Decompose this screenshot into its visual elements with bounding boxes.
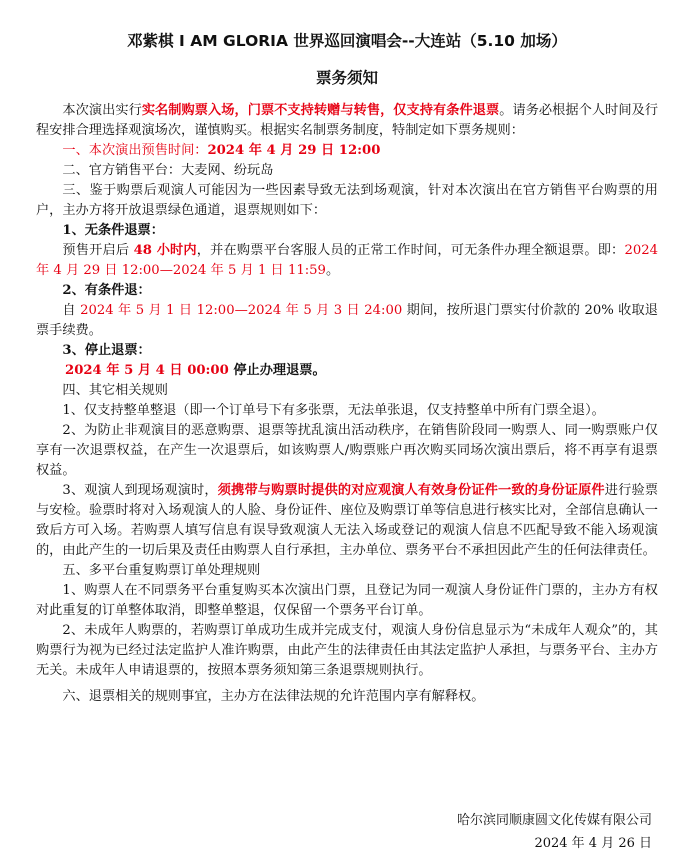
- rule-conditional-heading: 2、有条件退：: [62, 283, 151, 298]
- issue-date: 2024 年 4 月 26 日: [534, 836, 652, 851]
- presale-value: 2024 年 4 月 29 日 12:00: [207, 143, 381, 158]
- rule-conditional-text: [36, 301, 658, 341]
- rule2-text-a: 自: [62, 303, 81, 318]
- intro-highlight: 实名制购票入场，门票不支持转赠与转售，仅支持有条件退票: [141, 103, 500, 118]
- issuer-company: 哈尔滨同顺康圆文化传媒有限公司: [456, 813, 652, 828]
- rule1-48h: 48 小时内: [133, 243, 197, 258]
- rule3-id-requirement: 须携带与购票时提供的对应观演人有效身份证件一致的身份证原件: [217, 483, 605, 498]
- other-rule-1: 1、仅支持整单整退（即一个订单号下有多张票，无法单张退，仅支持整单中所有门票全退）。: [62, 403, 605, 418]
- stop-date: 2024 年 5 月 4 日 00:00: [65, 363, 229, 378]
- rule3-text-a: 3、观演人到现场观演时，: [62, 483, 218, 498]
- section-official-platforms: 二、官方销售平台：大麦网、纷玩岛: [62, 163, 274, 178]
- stop-text: 停止办理退票。: [228, 363, 326, 378]
- section-presale-time: [36, 141, 658, 161]
- rule3-text-c: 进行验票与安检。验票时将对入场观演人的人脸、身份证件、座位及购票订单等信息进行核实比对，全部信息确认一致后方可入场。若购票人填写信息有误导致观演人无法入场或登记的观演人信息不匹配导致不能入场观演的，由此产生的一切后果及责任由购票人自行承担，主办单位、票务平台不承担因此产生的任何法律责任。: [36, 483, 659, 558]
- rule-stop-heading: 3、停止退票：: [62, 343, 151, 358]
- section-refund-channel: 三、鉴于购票后观演人可能因为一些因素导致无法到场观演，针对本次演出在官方销售平台购票的用户，主办方将开放退票绿色通道，退票规则如下：: [36, 183, 658, 218]
- notice-body: [36, 101, 658, 707]
- other-rule-3: [36, 481, 658, 561]
- rule1-text-c: ，并在购票平台客服人员的正常工作时间，可无条件办理全额退票。即：: [196, 243, 625, 258]
- duplicate-rule-1: 1、购票人在不同票务平台重复购买本次演出门票，且登记为同一观演人身份证件门票的，主办方有权对此重复的订单整体取消，即整单整退，仅保留一个票务平台订单。: [36, 583, 658, 618]
- other-rule-2: 2、为防止非观演目的恶意购票、退票等扰乱演出活动秩序，在销售阶段同一购票人、同一购票账户仅享有一次退票权益，在产生一次退票后，如该购票人/购票账户再次购买同场次演出票后，将不再享有退票权益。: [36, 423, 658, 478]
- presale-label: 一、本次演出预售时间：: [62, 143, 208, 158]
- intro-text-a: 本次演出实行: [62, 103, 142, 118]
- concert-title: 邓紫棋 I AM GLORIA 世界巡回演唱会--大连站（5.10 加场）: [127, 32, 567, 50]
- intro-paragraph: [36, 101, 658, 141]
- section-duplicate-orders: 五、多平台重复购票订单处理规则: [62, 563, 261, 578]
- rule-stop-text: [36, 361, 658, 381]
- rule1-period: 2024 年 4 月 29 日 12:00—2024 年 5 月 1 日 11:59: [36, 243, 658, 278]
- notice-heading: 票务须知: [315, 69, 378, 87]
- section-other-rules: 四、其它相关规则: [62, 383, 168, 398]
- rule2-period: 2024 年 5 月 1 日 12:00—2024 年 5 月 3 日 24:00: [80, 303, 403, 318]
- intro-text-c: 。请务必根据个人时间及行程安排合理选择观演场次，谨慎购买。根据实名制票务制度，特制定如下票务规则：: [36, 103, 659, 138]
- rule1-text-e: 。: [325, 263, 340, 278]
- rule2-text-c: 期间，按所退门票实付价款的 20% 收取退票手续费。: [36, 303, 658, 338]
- duplicate-rule-2: 2、未成年人购票的，若购票订单成功生成并完成支付，观演人身份信息显示为“未成年人观众”的，其购票行为视为已经过法定监护人准许购票，由此产生的法律责任由其法定监护人承担，与票务平台、主办方无关。未成年人申请退票的，按照本票务须知第三条退票规则执行。: [36, 623, 658, 678]
- rule1-text-a: 预售开启后: [62, 243, 134, 258]
- rule-unconditional-heading: 1、无条件退票：: [62, 223, 164, 238]
- rule-unconditional-text: [36, 241, 658, 281]
- section-interpretation: 六、退票相关的规则事宜，主办方在法律法规的允许范围内享有解释权。: [62, 689, 485, 704]
